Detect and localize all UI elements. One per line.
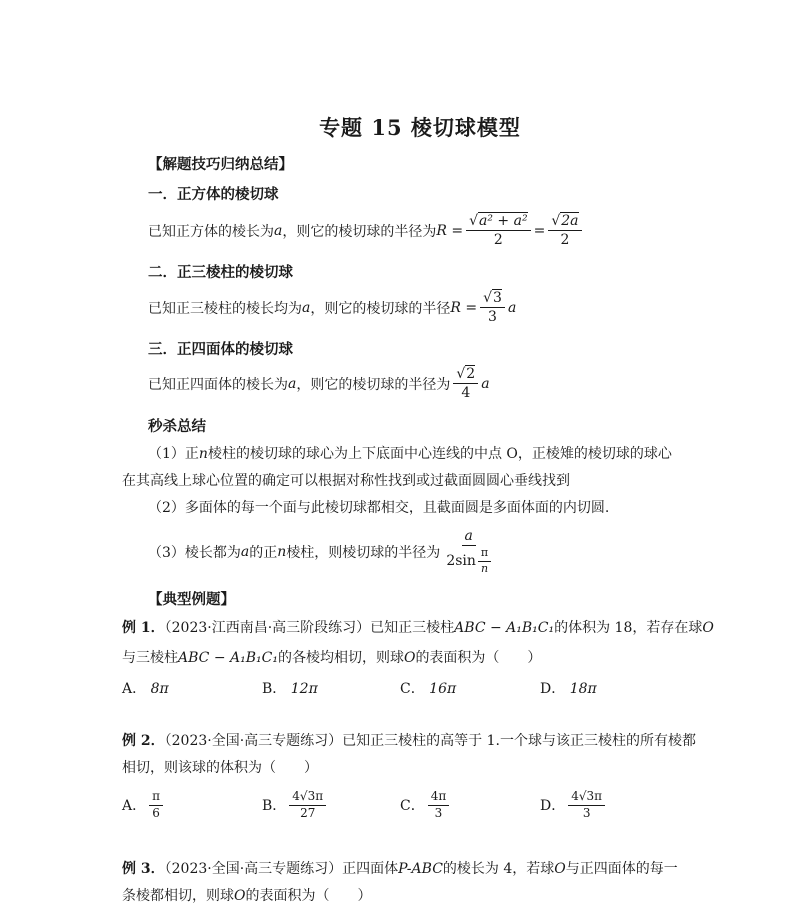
- fraction: $\frac{√2}{4}$: [453, 366, 478, 401]
- part3-heading: 三．正四面体的棱切球: [148, 341, 293, 358]
- section-tips-heading: 【解题技巧归纳总结】: [148, 156, 293, 173]
- fraction: $\frac{√3}{3}$: [480, 290, 505, 325]
- ex2-option-b[interactable]: B． $\frac{4√3\pi}{27}$: [262, 790, 329, 821]
- fraction: a 2sin $\frac{\pi}{n}$: [443, 528, 494, 575]
- page-title: 专题 15 棱切球模型: [319, 115, 521, 140]
- ex1-option-c[interactable]: C． 16π: [400, 681, 457, 697]
- part3-text: 已知正四面体的棱长为 a ，则它的棱切球的半径为 $\frac{√2}{4}$ a: [148, 366, 490, 402]
- fraction: $\frac{√2a}{2}$: [548, 213, 581, 248]
- ex2-option-a[interactable]: A． $\frac{\pi}{6}$: [122, 790, 166, 821]
- ex1-option-b[interactable]: B． 12π: [262, 681, 318, 697]
- ex1-line2: 与三棱柱ABC − A₁B₁C₁的各棱均相切，则球O的表面积为（ ）: [122, 650, 542, 666]
- summary-heading: 秒杀总结: [148, 418, 206, 435]
- summary-p1-line2: 在其高线上球心位置的确定可以根据对称性找到或过截面圆圆心垂线找到: [122, 473, 570, 489]
- summary-p1-line1: （1）正n棱柱的棱切球的球心为上下底面中心连线的中点 O，正棱雉的棱切球的球心: [148, 446, 672, 462]
- part2-text: 已知正三棱柱的棱长均为 a ，则它的棱切球的半径 R = $\frac{√3}{3}$ a: [148, 290, 517, 326]
- section-examples-heading: 【典型例题】: [148, 591, 235, 608]
- ex1-line1: 例 1．（2023·江西南昌·高三阶段练习）已知正三棱柱ABC − A₁B₁C₁的体积为 18，若存在球O: [122, 620, 714, 636]
- fraction: $\frac{\text{√a² + a²}}{2}$: [466, 213, 530, 248]
- formula-r: R =: [436, 222, 464, 239]
- ex3-line2: 条棱都相切，则球O的表面积为（ ）: [122, 888, 372, 904]
- ex2-option-d[interactable]: D． $\frac{4√3\pi}{3}$: [540, 790, 608, 821]
- part2-heading: 二．正三棱柱的棱切球: [148, 264, 293, 281]
- ex1-option-a[interactable]: A． 8π: [122, 681, 169, 697]
- ex2-option-c[interactable]: C． $\frac{4\pi}{3}$: [400, 790, 452, 821]
- ex3-line1: 例 3．（2023·全国·高三专题练习）正四面体P-ABC的棱长为 4，若球O与正四面体的每一: [122, 861, 678, 877]
- summary-p2: （2）多面体的每一个面与此棱切球都相交，且截面圆是多面体面的内切圆.: [148, 500, 610, 516]
- summary-p3: （3）棱长都为 a 的正 n 棱柱，则棱切球的半径为 a 2sin $\frac{\pi}{n}$: [148, 528, 497, 575]
- ex2-line2: 相切，则该球的体积为（ ）: [122, 760, 318, 776]
- part1-heading: 一．正方体的棱切球: [148, 186, 279, 203]
- ex1-option-d[interactable]: D． 18π: [540, 681, 597, 697]
- ex2-line1: 例 2．（2023·全国·高三专题练习）已知正三棱柱的高等于 1.一个球与该正三棱柱的所有棱都: [122, 733, 696, 749]
- part1-text: 已知正方体的棱长为 a ，则它的棱切球的半径为 R = $\frac{\text{√a² + a²}}{2}$ = $\frac{√2a}{2}$: [148, 213, 585, 248]
